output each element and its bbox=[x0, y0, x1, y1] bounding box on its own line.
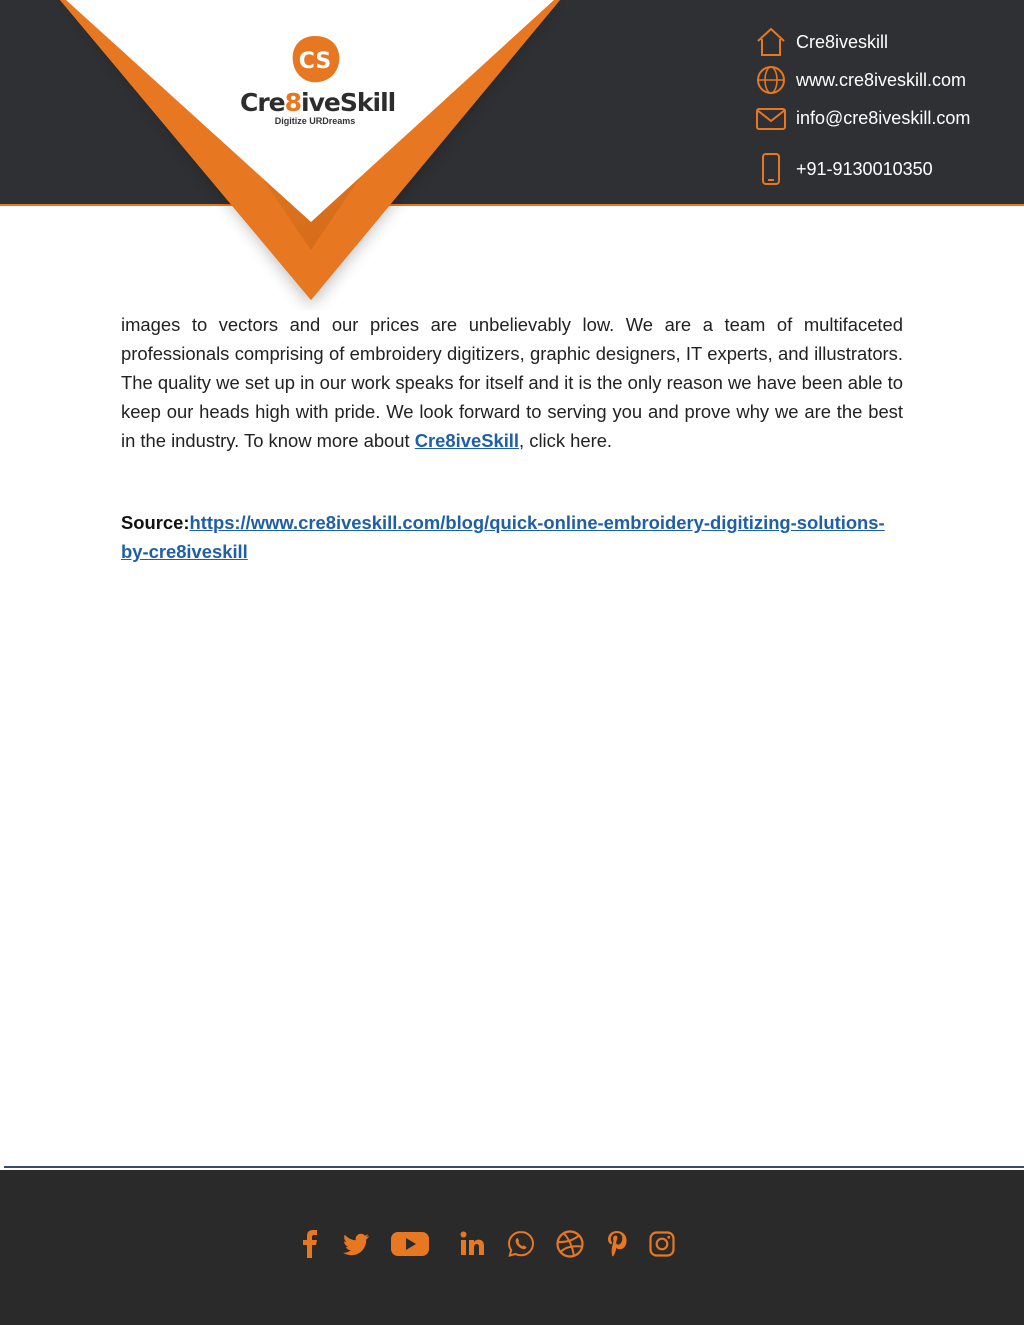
dribbble-icon[interactable] bbox=[554, 1228, 586, 1260]
contact-website-text[interactable]: www.cre8iveskill.com bbox=[796, 69, 967, 90]
contact-website[interactable] bbox=[754, 62, 1024, 98]
youtube-icon[interactable] bbox=[390, 1229, 430, 1259]
instagram-icon[interactable] bbox=[648, 1230, 676, 1258]
body-paragraph-tail: , click here. bbox=[519, 430, 613, 451]
body-paragraph-text: images to vectors and our prices are unbelievably low. We are a team of multifaceted professionals comprising of embroidery digitizers, graphic designers, IT experts, and illustrators. The quality we set up in our work speaks for itself and it is the only reason we have been able to keep our heads high with pride. We look forward to serving you and prove why we are the best in the industry. To know more about bbox=[121, 314, 903, 451]
contact-phone[interactable] bbox=[754, 151, 1024, 187]
home-icon bbox=[754, 25, 788, 59]
logo-wordmark: Cre8iveSkill bbox=[240, 88, 396, 117]
logo-tagline: Digitize URDreams bbox=[274, 116, 356, 126]
globe-icon bbox=[754, 63, 788, 97]
contact-company bbox=[754, 24, 1024, 60]
source-line bbox=[121, 508, 903, 566]
footer-top-line bbox=[4, 1166, 1024, 1168]
contact-phone-text[interactable]: +91-9130010350 bbox=[796, 158, 933, 179]
company-logo[interactable] bbox=[240, 34, 396, 154]
facebook-icon[interactable] bbox=[296, 1224, 324, 1264]
contact-email[interactable] bbox=[754, 100, 1024, 136]
body-paragraph bbox=[121, 310, 903, 455]
mobile-phone-icon bbox=[754, 152, 788, 186]
twitter-icon[interactable] bbox=[342, 1229, 372, 1259]
svg-text:CS: CS bbox=[298, 49, 332, 74]
cre8iveskill-link[interactable]: Cre8iveSkill bbox=[414, 430, 520, 451]
social-icons-row bbox=[296, 1222, 694, 1266]
source-label: Source: bbox=[121, 512, 190, 533]
contact-email-text[interactable]: info@cre8iveskill.com bbox=[796, 107, 971, 128]
whatsapp-icon[interactable] bbox=[506, 1229, 536, 1259]
source-url-link[interactable]: https://www.cre8iveskill.com/blog/quick-online-embroidery-digitizing-solutions-by-cre8iveskill bbox=[121, 512, 885, 562]
contact-company-text: Cre8iveskill bbox=[796, 31, 889, 52]
pinterest-icon[interactable] bbox=[604, 1228, 630, 1260]
linkedin-icon[interactable] bbox=[458, 1229, 488, 1259]
envelope-icon bbox=[754, 101, 788, 135]
logo-mark-icon bbox=[285, 34, 345, 86]
